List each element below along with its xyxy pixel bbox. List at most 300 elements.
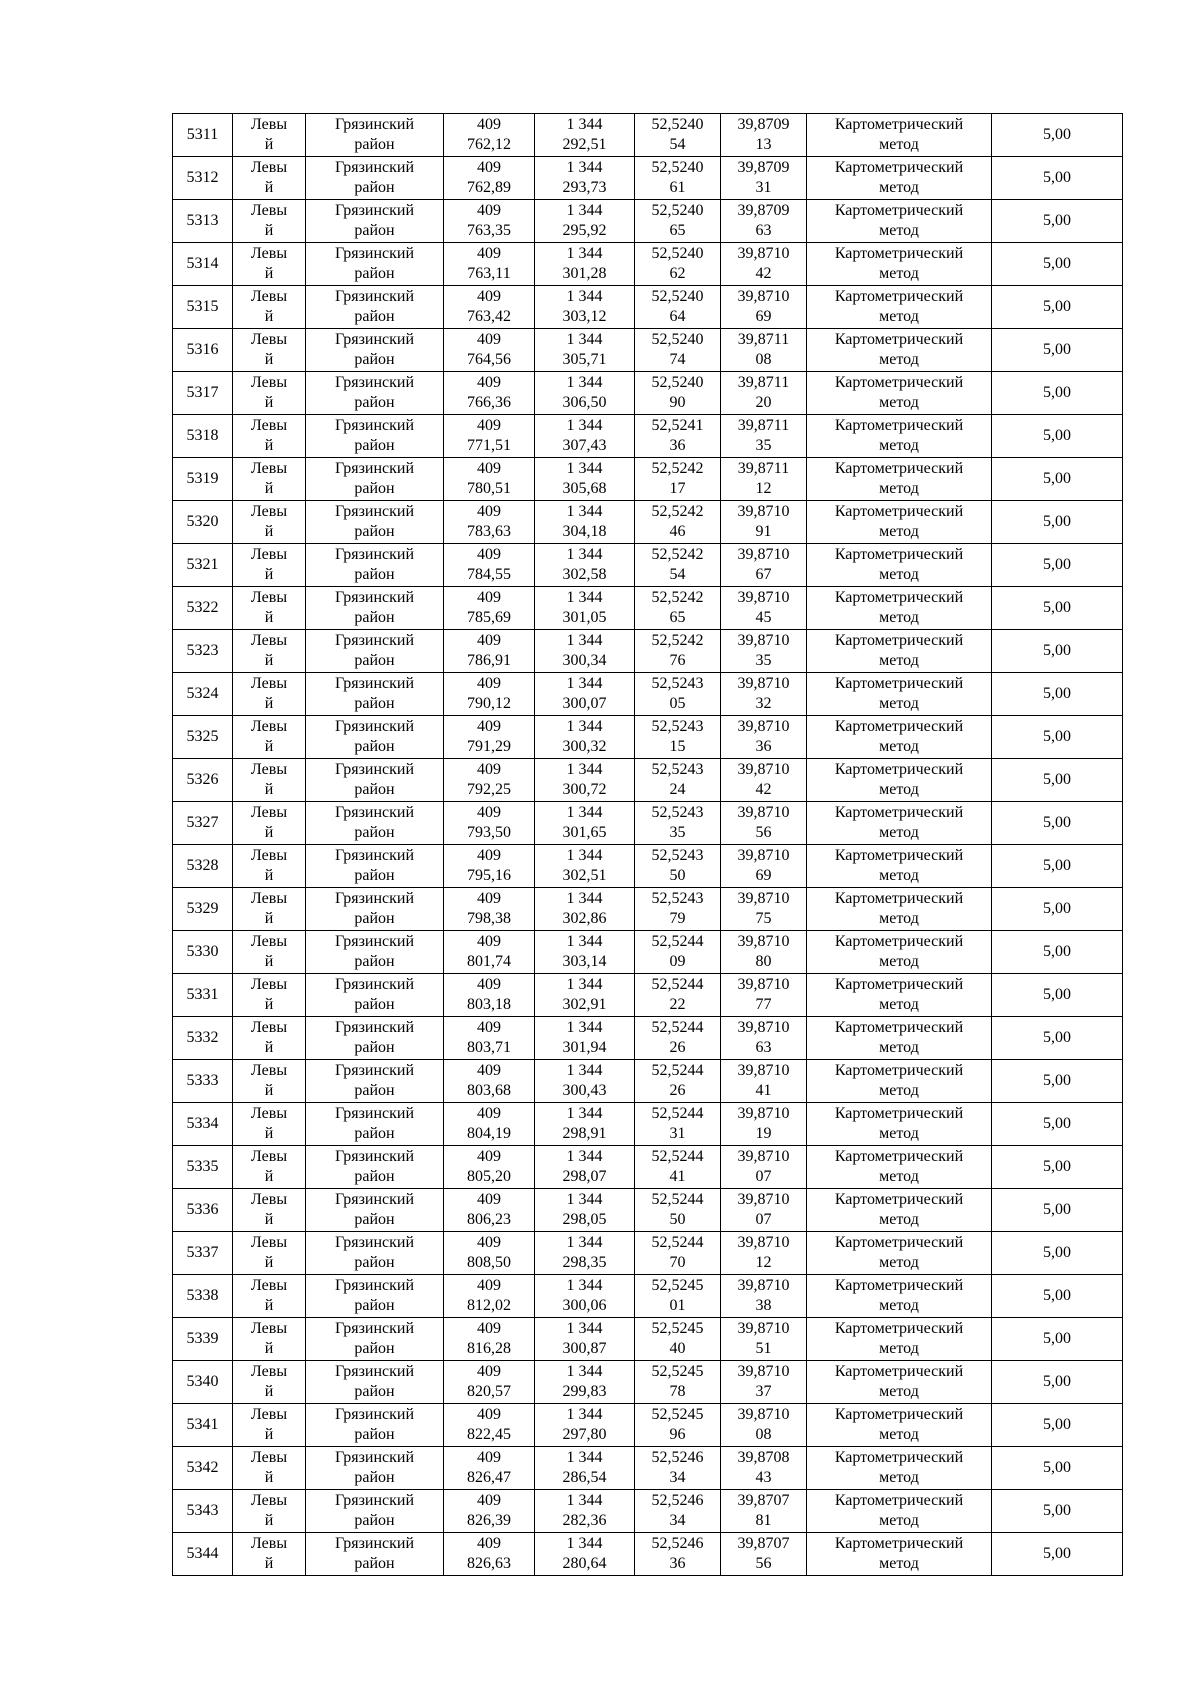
bank-side-cell-line: й: [264, 265, 274, 282]
table-row: [173, 329, 1123, 372]
x-coordinate-cell-line: 763,42: [467, 308, 511, 325]
point-number-cell: 5337: [173, 1232, 233, 1275]
bank-side-cell-line: Левы: [250, 331, 288, 348]
district-cell-line: Грязинский: [334, 1234, 415, 1251]
y-coordinate-cell-line: 280,64: [562, 1555, 607, 1572]
x-coordinate-cell: [444, 200, 535, 243]
latitude-cell-line: 52,5242: [651, 503, 704, 520]
longitude-cell-line: 39,8711: [737, 460, 790, 477]
district-cell: [306, 1533, 444, 1576]
longitude-cell: [721, 1533, 807, 1576]
district-cell-line: Грязинский: [334, 632, 415, 649]
bank-side-cell-line: Левы: [250, 1148, 288, 1165]
x-coordinate-cell-line: 780,51: [467, 480, 511, 497]
y-coordinate-cell: [535, 501, 635, 544]
bank-side-cell-line: Левы: [250, 632, 288, 649]
longitude-cell-line: 39,8710: [737, 1320, 790, 1337]
point-number-cell: 5332: [173, 1017, 233, 1060]
method-cell-line: метод: [879, 308, 919, 325]
method-cell: [807, 114, 992, 157]
x-coordinate-cell-line: 805,20: [467, 1168, 511, 1185]
x-coordinate-cell-line: 409: [477, 202, 501, 219]
longitude-cell: [721, 1404, 807, 1447]
longitude-cell-line: 51: [755, 1340, 772, 1357]
x-coordinate-cell-line: 409: [477, 761, 501, 778]
longitude-cell-line: 19: [755, 1125, 772, 1142]
y-coordinate-cell-line: 1 344: [566, 374, 603, 391]
x-coordinate-cell: [444, 1490, 535, 1533]
y-coordinate-cell-line: 302,91: [562, 996, 607, 1013]
x-coordinate-cell-line: 793,50: [467, 824, 511, 841]
longitude-cell-line: 39,8710: [737, 288, 790, 305]
x-coordinate-cell-line: 409: [477, 890, 501, 907]
latitude-cell-line: 31: [669, 1125, 686, 1142]
latitude-cell-line: 76: [669, 652, 686, 669]
y-coordinate-cell-line: 305,68: [562, 480, 607, 497]
district-cell: [306, 802, 444, 845]
district-cell-line: район: [354, 480, 395, 497]
bank-side-cell-line: й: [264, 136, 274, 153]
district-cell: [306, 1404, 444, 1447]
point-number-cell: 5343: [173, 1490, 233, 1533]
method-cell-line: метод: [879, 1254, 919, 1271]
longitude-cell: [721, 544, 807, 587]
x-coordinate-cell-line: 409: [477, 288, 501, 305]
longitude-cell-line: 39,8710: [737, 589, 790, 606]
x-coordinate-cell: [444, 157, 535, 200]
latitude-cell-line: 52,5244: [651, 1234, 704, 1251]
accuracy-cell: 5,00: [992, 673, 1123, 716]
longitude-cell-line: 38: [755, 1297, 772, 1314]
longitude-cell-line: 75: [755, 910, 772, 927]
longitude-cell-line: 39,8710: [737, 761, 790, 778]
longitude-cell-line: 77: [755, 996, 772, 1013]
longitude-cell-line: 13: [755, 136, 772, 153]
x-coordinate-cell-line: 812,02: [467, 1297, 511, 1314]
point-number-cell: 5328: [173, 845, 233, 888]
y-coordinate-cell-line: 300,07: [562, 695, 607, 712]
y-coordinate-cell-line: 282,36: [562, 1512, 607, 1529]
district-cell-line: Грязинский: [334, 374, 415, 391]
method-cell-line: Картометрический: [834, 116, 964, 133]
y-coordinate-cell: [535, 1404, 635, 1447]
table-row: [173, 974, 1123, 1017]
accuracy-cell: 5,00: [992, 716, 1123, 759]
latitude-cell-line: 52,5245: [651, 1406, 704, 1423]
latitude-cell: [635, 802, 721, 845]
accuracy-cell: 5,00: [992, 931, 1123, 974]
bank-side-cell-line: Левы: [250, 1449, 288, 1466]
bank-side-cell: [233, 1361, 306, 1404]
coordinates-table: [172, 113, 1123, 1576]
method-cell-line: метод: [879, 136, 919, 153]
bank-side-cell-line: Левы: [250, 1062, 288, 1079]
latitude-cell: [635, 845, 721, 888]
accuracy-cell: 5,00: [992, 1490, 1123, 1533]
longitude-cell-line: 12: [755, 1254, 772, 1271]
accuracy-cell: 5,00: [992, 1232, 1123, 1275]
x-coordinate-cell: [444, 802, 535, 845]
x-coordinate-cell-line: 409: [477, 1277, 501, 1294]
y-coordinate-cell-line: 298,07: [562, 1168, 607, 1185]
y-coordinate-cell-line: 301,05: [562, 609, 607, 626]
latitude-cell: [635, 544, 721, 587]
longitude-cell: [721, 1275, 807, 1318]
latitude-cell: [635, 673, 721, 716]
bank-side-cell-line: й: [264, 1254, 274, 1271]
latitude-cell-line: 52,5246: [651, 1535, 704, 1552]
longitude-cell-line: 08: [755, 351, 772, 368]
bank-side-cell-line: Левы: [250, 589, 288, 606]
longitude-cell: [721, 759, 807, 802]
point-number-cell: 5327: [173, 802, 233, 845]
bank-side-cell-line: Левы: [250, 288, 288, 305]
bank-side-cell-line: й: [264, 953, 274, 970]
bank-side-cell-line: Левы: [250, 116, 288, 133]
x-coordinate-cell-line: 409: [477, 503, 501, 520]
method-cell-line: Картометрический: [834, 1234, 964, 1251]
method-cell-line: Картометрический: [834, 675, 964, 692]
x-coordinate-cell: [444, 458, 535, 501]
table-row: [173, 1533, 1123, 1576]
method-cell: [807, 1017, 992, 1060]
method-cell-line: Картометрический: [834, 718, 964, 735]
longitude-cell-line: 39,8710: [737, 675, 790, 692]
bank-side-cell: [233, 1275, 306, 1318]
latitude-cell-line: 24: [669, 781, 686, 798]
latitude-cell-line: 36: [669, 437, 686, 454]
latitude-cell-line: 52,5243: [651, 761, 704, 778]
x-coordinate-cell-line: 792,25: [467, 781, 511, 798]
table-row: [173, 1232, 1123, 1275]
bank-side-cell-line: й: [264, 1039, 274, 1056]
y-coordinate-cell-line: 298,91: [562, 1125, 607, 1142]
bank-side-cell: [233, 200, 306, 243]
latitude-cell-line: 52,5240: [651, 159, 704, 176]
latitude-cell-line: 52,5243: [651, 804, 704, 821]
latitude-cell-line: 52,5246: [651, 1492, 704, 1509]
longitude-cell-line: 69: [755, 867, 772, 884]
longitude-cell-line: 91: [755, 523, 772, 540]
bank-side-cell-line: й: [264, 609, 274, 626]
y-coordinate-cell: [535, 931, 635, 974]
x-coordinate-cell: [444, 630, 535, 673]
accuracy-cell: 5,00: [992, 974, 1123, 1017]
longitude-cell: [721, 673, 807, 716]
latitude-cell-line: 52,5244: [651, 1191, 704, 1208]
point-number-cell: 5323: [173, 630, 233, 673]
bank-side-cell: [233, 501, 306, 544]
accuracy-cell: 5,00: [992, 243, 1123, 286]
table-row: [173, 1275, 1123, 1318]
district-cell: [306, 329, 444, 372]
bank-side-cell-line: й: [264, 566, 274, 583]
longitude-cell-line: 63: [755, 1039, 772, 1056]
y-coordinate-cell: [535, 1146, 635, 1189]
method-cell-line: метод: [879, 265, 919, 282]
point-number-cell: 5315: [173, 286, 233, 329]
point-number-cell: 5321: [173, 544, 233, 587]
latitude-cell-line: 50: [669, 1211, 686, 1228]
x-coordinate-cell: [444, 1404, 535, 1447]
bank-side-cell: [233, 1318, 306, 1361]
district-cell-line: район: [354, 824, 395, 841]
method-cell: [807, 1060, 992, 1103]
method-cell-line: Картометрический: [834, 890, 964, 907]
district-cell-line: район: [354, 1512, 395, 1529]
district-cell: [306, 974, 444, 1017]
district-cell-line: район: [354, 996, 395, 1013]
district-cell-line: Грязинский: [334, 761, 415, 778]
method-cell-line: метод: [879, 480, 919, 497]
y-coordinate-cell: [535, 1232, 635, 1275]
method-cell: [807, 1189, 992, 1232]
method-cell: [807, 1533, 992, 1576]
latitude-cell: [635, 1447, 721, 1490]
y-coordinate-cell-line: 1 344: [566, 976, 603, 993]
y-coordinate-cell-line: 1 344: [566, 1449, 603, 1466]
bank-side-cell: [233, 544, 306, 587]
accuracy-cell: 5,00: [992, 1447, 1123, 1490]
method-cell: [807, 931, 992, 974]
method-cell: [807, 157, 992, 200]
x-coordinate-cell: [444, 372, 535, 415]
x-coordinate-cell-line: 803,71: [467, 1039, 511, 1056]
longitude-cell: [721, 372, 807, 415]
y-coordinate-cell-line: 306,50: [562, 394, 607, 411]
latitude-cell: [635, 286, 721, 329]
longitude-cell-line: 39,8711: [737, 417, 790, 434]
y-coordinate-cell: [535, 1490, 635, 1533]
y-coordinate-cell: [535, 1361, 635, 1404]
x-coordinate-cell-line: 409: [477, 718, 501, 735]
method-cell: [807, 802, 992, 845]
longitude-cell-line: 39,8709: [737, 159, 790, 176]
x-coordinate-cell: [444, 716, 535, 759]
method-cell-line: Картометрический: [834, 589, 964, 606]
district-cell-line: Грязинский: [334, 460, 415, 477]
latitude-cell-line: 22: [669, 996, 686, 1013]
bank-side-cell: [233, 931, 306, 974]
bank-side-cell-line: Левы: [250, 546, 288, 563]
bank-side-cell-line: Левы: [250, 675, 288, 692]
latitude-cell: [635, 1017, 721, 1060]
longitude-cell-line: 35: [755, 652, 772, 669]
x-coordinate-cell-line: 409: [477, 1191, 501, 1208]
x-coordinate-cell: [444, 243, 535, 286]
latitude-cell: [635, 200, 721, 243]
y-coordinate-cell-line: 1 344: [566, 1148, 603, 1165]
y-coordinate-cell-line: 1 344: [566, 675, 603, 692]
table-row: [173, 1318, 1123, 1361]
district-cell: [306, 1146, 444, 1189]
latitude-cell-line: 17: [669, 480, 686, 497]
method-cell-line: метод: [879, 394, 919, 411]
table-row: [173, 845, 1123, 888]
district-cell-line: район: [354, 1168, 395, 1185]
district-cell-line: Грязинский: [334, 288, 415, 305]
latitude-cell-line: 52,5240: [651, 374, 704, 391]
method-cell-line: Картометрический: [834, 202, 964, 219]
table-body: [173, 114, 1123, 1576]
longitude-cell: [721, 587, 807, 630]
method-cell: [807, 1318, 992, 1361]
bank-side-cell-line: й: [264, 1168, 274, 1185]
y-coordinate-cell-line: 300,43: [562, 1082, 607, 1099]
y-coordinate-cell-line: 1 344: [566, 1105, 603, 1122]
longitude-cell: [721, 716, 807, 759]
bank-side-cell-line: й: [264, 222, 274, 239]
method-cell-line: Картометрический: [834, 1105, 964, 1122]
bank-side-cell-line: й: [264, 179, 274, 196]
district-cell: [306, 845, 444, 888]
longitude-cell-line: 39,8710: [737, 976, 790, 993]
method-cell-line: метод: [879, 351, 919, 368]
district-cell-line: Грязинский: [334, 202, 415, 219]
x-coordinate-cell-line: 409: [477, 245, 501, 262]
y-coordinate-cell-line: 293,73: [562, 179, 607, 196]
latitude-cell-line: 52,5242: [651, 460, 704, 477]
method-cell-line: метод: [879, 1469, 919, 1486]
district-cell-line: Грязинский: [334, 417, 415, 434]
y-coordinate-cell-line: 1 344: [566, 718, 603, 735]
bank-side-cell-line: Левы: [250, 1191, 288, 1208]
longitude-cell: [721, 1447, 807, 1490]
latitude-cell-line: 52,5244: [651, 1148, 704, 1165]
longitude-cell: [721, 630, 807, 673]
method-cell-line: метод: [879, 867, 919, 884]
latitude-cell: [635, 501, 721, 544]
x-coordinate-cell: [444, 1361, 535, 1404]
y-coordinate-cell: [535, 1318, 635, 1361]
method-cell-line: метод: [879, 781, 919, 798]
longitude-cell: [721, 1103, 807, 1146]
y-coordinate-cell: [535, 587, 635, 630]
x-coordinate-cell-line: 409: [477, 847, 501, 864]
longitude-cell: [721, 243, 807, 286]
y-coordinate-cell-line: 1 344: [566, 116, 603, 133]
district-cell-line: Грязинский: [334, 1363, 415, 1380]
district-cell-line: район: [354, 910, 395, 927]
bank-side-cell-line: й: [264, 867, 274, 884]
method-cell: [807, 200, 992, 243]
x-coordinate-cell-line: 803,68: [467, 1082, 511, 1099]
point-number-cell: 5334: [173, 1103, 233, 1146]
longitude-cell-line: 39,8709: [737, 202, 790, 219]
x-coordinate-cell: [444, 1275, 535, 1318]
y-coordinate-cell-line: 1 344: [566, 890, 603, 907]
method-cell-line: Картометрический: [834, 1277, 964, 1294]
longitude-cell-line: 12: [755, 480, 772, 497]
method-cell-line: Картометрический: [834, 417, 964, 434]
longitude-cell-line: 39,8711: [737, 331, 790, 348]
latitude-cell-line: 52,5243: [651, 675, 704, 692]
district-cell-line: район: [354, 136, 395, 153]
longitude-cell: [721, 931, 807, 974]
y-coordinate-cell-line: 1 344: [566, 546, 603, 563]
longitude-cell-line: 39,8710: [737, 632, 790, 649]
longitude-cell-line: 39,8710: [737, 847, 790, 864]
district-cell-line: Грязинский: [334, 1535, 415, 1552]
accuracy-cell: 5,00: [992, 1361, 1123, 1404]
bank-side-cell-line: й: [264, 652, 274, 669]
table-row: [173, 1103, 1123, 1146]
y-coordinate-cell-line: 298,35: [562, 1254, 607, 1271]
latitude-cell-line: 61: [669, 179, 686, 196]
bank-side-cell: [233, 716, 306, 759]
latitude-cell: [635, 974, 721, 1017]
table-row: [173, 1447, 1123, 1490]
table-row: [173, 286, 1123, 329]
longitude-cell: [721, 458, 807, 501]
longitude-cell-line: 39,8710: [737, 1234, 790, 1251]
table-row: [173, 1146, 1123, 1189]
point-number-cell: 5318: [173, 415, 233, 458]
bank-side-cell-line: Левы: [250, 976, 288, 993]
district-cell-line: Грязинский: [334, 1191, 415, 1208]
y-coordinate-cell-line: 302,86: [562, 910, 607, 927]
x-coordinate-cell: [444, 1189, 535, 1232]
bank-side-cell: [233, 587, 306, 630]
x-coordinate-cell: [444, 329, 535, 372]
x-coordinate-cell-line: 409: [477, 1019, 501, 1036]
y-coordinate-cell-line: 295,92: [562, 222, 607, 239]
district-cell-line: район: [354, 394, 395, 411]
y-coordinate-cell-line: 286,54: [562, 1469, 607, 1486]
bank-side-cell-line: й: [264, 1082, 274, 1099]
bank-side-cell: [233, 1103, 306, 1146]
district-cell-line: Грязинский: [334, 718, 415, 735]
method-cell: [807, 1103, 992, 1146]
y-coordinate-cell-line: 305,71: [562, 351, 607, 368]
district-cell-line: район: [354, 781, 395, 798]
x-coordinate-cell-line: 826,47: [467, 1469, 511, 1486]
x-coordinate-cell-line: 762,12: [467, 136, 511, 153]
district-cell-line: район: [354, 1082, 395, 1099]
y-coordinate-cell: [535, 544, 635, 587]
x-coordinate-cell-line: 409: [477, 1148, 501, 1165]
district-cell: [306, 1189, 444, 1232]
method-cell: [807, 587, 992, 630]
bank-side-cell-line: й: [264, 738, 274, 755]
latitude-cell: [635, 1146, 721, 1189]
latitude-cell-line: 54: [669, 136, 686, 153]
latitude-cell: [635, 716, 721, 759]
district-cell-line: Грязинский: [334, 503, 415, 520]
point-number-cell: 5316: [173, 329, 233, 372]
bank-side-cell-line: Левы: [250, 1492, 288, 1509]
method-cell-line: метод: [879, 523, 919, 540]
y-coordinate-cell-line: 1 344: [566, 1363, 603, 1380]
method-cell: [807, 1146, 992, 1189]
district-cell-line: район: [354, 738, 395, 755]
longitude-cell-line: 39,8710: [737, 1277, 790, 1294]
bank-side-cell-line: Левы: [250, 718, 288, 735]
bank-side-cell: [233, 114, 306, 157]
longitude-cell-line: 39,8708: [737, 1449, 790, 1466]
latitude-cell-line: 52,5245: [651, 1320, 704, 1337]
point-number-cell: 5313: [173, 200, 233, 243]
district-cell: [306, 1103, 444, 1146]
latitude-cell: [635, 1232, 721, 1275]
district-cell: [306, 759, 444, 802]
district-cell-line: район: [354, 566, 395, 583]
latitude-cell-line: 78: [669, 1383, 686, 1400]
y-coordinate-cell: [535, 888, 635, 931]
longitude-cell-line: 08: [755, 1426, 772, 1443]
district-cell: [306, 1361, 444, 1404]
district-cell: [306, 544, 444, 587]
